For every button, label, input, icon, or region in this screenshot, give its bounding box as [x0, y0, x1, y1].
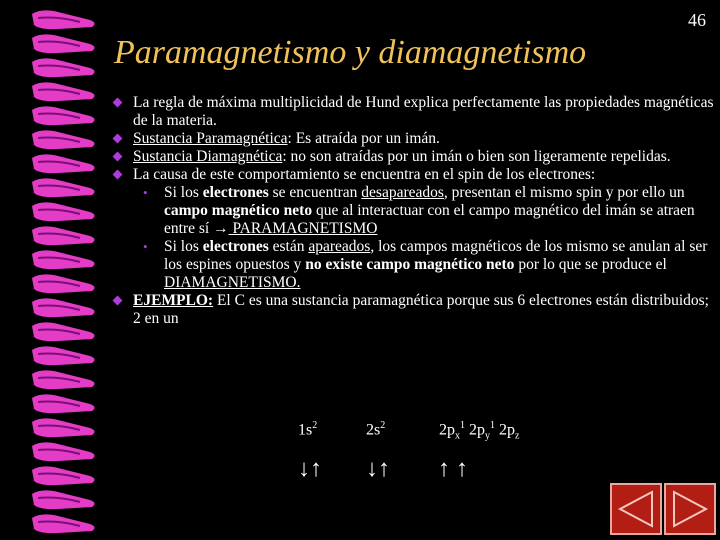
bullet-paramagnetic: Sustancia Paramagnética: Es atraída por un imán. [114, 130, 718, 148]
previous-triangle-icon [610, 483, 662, 535]
spiral-ring [32, 34, 95, 53]
link-apareados[interactable]: apareados [308, 238, 371, 255]
link-sustancia-paramagnetica[interactable]: Sustancia Paramagnética [133, 130, 288, 147]
subbullet-paired: • Si los electrones están apareados, los campos magnéticos de los mismo se anulan al ser los espines opuestos y no existe campo magnético neto por lo que se produce el DIAMAGNETISMO. [143, 238, 708, 291]
spiral-ring [32, 58, 95, 77]
diamond-bullet-icon [113, 170, 123, 180]
config-2s: $2s^2$ [366, 420, 386, 439]
config-2p: $2p_x^1$ $2p_y^1$ $2p_z$ [439, 420, 520, 442]
spiral-ring [32, 202, 95, 221]
dot-bullet-icon: • [143, 239, 148, 254]
arrow-right-icon: → [213, 220, 229, 237]
spiral-ring [32, 10, 95, 29]
spiral-ring [32, 178, 95, 197]
bullet-hund-rule: La regla de máxima multiplicidad de Hund explica perfectamente las propiedades magnéticas de la materia. [114, 94, 718, 130]
page-number: 46 [688, 10, 706, 30]
link-desapareados[interactable]: desapareados [361, 184, 444, 201]
subbullet-unpaired: • Si los electrones se encuentran desapareados, presentan el mismo spin y por ello un campo magnético neto que al interactuar con el campo magnético del imán se atraen entre sí → PARAMAGNETISMO [143, 184, 695, 237]
diamond-bullet-icon [113, 134, 123, 144]
spiral-ring [32, 490, 95, 509]
spiral-ring [32, 346, 95, 365]
link-ejemplo[interactable]: EJEMPLO: [133, 292, 214, 309]
spiral-ring [32, 226, 95, 245]
spiral-ring [32, 130, 95, 149]
spiral-ring [32, 322, 95, 341]
link-paramagnetismo[interactable]: PARAMAGNETISMO [228, 220, 378, 237]
bullet-example: EJEMPLO: El C es una sustancia paramagnética porque sus 6 electrones están distribuidos; 2 en un [114, 292, 718, 328]
spiral-ring [32, 394, 95, 413]
next-triangle-icon [664, 483, 716, 535]
spiral-ring [32, 514, 95, 533]
diamond-bullet-icon [113, 98, 123, 108]
spiral-ring [32, 106, 95, 125]
next-slide-button[interactable] [664, 483, 716, 535]
spiral-ring [32, 250, 95, 269]
bullet-cause: La causa de este comportamiento se encuentra en el spin de los electrones: [114, 166, 718, 184]
orbital-1s-arrows: ↓↑ [298, 456, 322, 482]
link-sustancia-diamagnetica[interactable]: Sustancia Diamagnética [133, 148, 283, 165]
spiral-ring [32, 298, 95, 317]
diamond-bullet-icon [113, 152, 123, 162]
slide-title: Paramagnetismo y diamagnetismo [114, 34, 587, 71]
diamond-bullet-icon [113, 296, 123, 306]
previous-slide-button[interactable] [610, 483, 662, 535]
spiral-ring [32, 274, 95, 293]
spiral-ring [32, 442, 95, 461]
spiral-ring [32, 154, 95, 173]
bullet-diamagnetic: Sustancia Diamagnética: no son atraídas por un imán o bien son ligeramente repelidas. [114, 148, 718, 166]
config-1s: $1s^2$ [298, 420, 318, 439]
content-list [114, 94, 718, 328]
spiral-ring [32, 466, 95, 485]
orbital-2p-arrows: ↑ ↑ [438, 456, 468, 482]
spiral-ring [32, 418, 95, 437]
dot-bullet-icon: • [143, 185, 148, 200]
spiral-binding-decoration [28, 6, 100, 540]
spiral-ring [32, 370, 95, 389]
orbital-2s-arrows: ↓↑ [366, 456, 390, 482]
link-diamagnetismo[interactable]: DIAMAGNETISMO. [164, 274, 301, 291]
spiral-ring [32, 82, 95, 101]
